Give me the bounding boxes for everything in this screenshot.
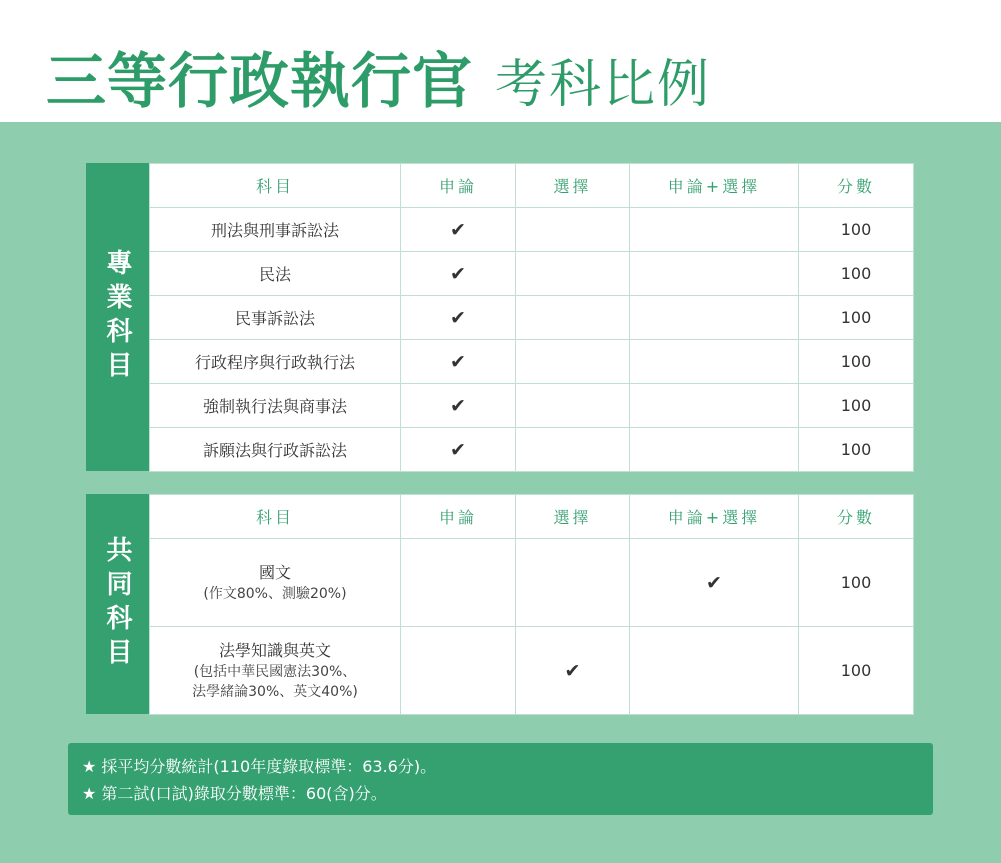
- table-row: [150, 340, 914, 384]
- table-row: [150, 627, 914, 715]
- common-table: [149, 494, 914, 715]
- subject-cell: 民法: [150, 252, 401, 296]
- both-cell: [630, 296, 799, 340]
- subject-cell: 強制執行法與商事法: [150, 384, 401, 428]
- professional-table: [149, 163, 914, 472]
- table-row: [150, 208, 914, 252]
- table-row: [150, 539, 914, 627]
- table-row: [150, 428, 914, 472]
- choice-cell: [516, 208, 630, 252]
- score-cell: 100: [799, 384, 914, 428]
- both-cell: [630, 340, 799, 384]
- score-cell: 100: [799, 296, 914, 340]
- title-sub: 考科比例: [495, 55, 712, 115]
- col-choice: 選擇: [516, 164, 630, 208]
- subject-detail: 法學緒論30%、英文40%): [192, 683, 358, 700]
- essay-check: ✔: [401, 428, 516, 472]
- table-header-row: [150, 495, 914, 539]
- header: [0, 0, 1001, 122]
- score-cell: 100: [799, 208, 914, 252]
- score-cell: 100: [799, 428, 914, 472]
- essay-check: ✔: [401, 208, 516, 252]
- col-subject: 科目: [150, 495, 401, 539]
- subject-cell: [150, 539, 401, 627]
- score-cell: 100: [799, 539, 914, 627]
- score-cell: 100: [799, 627, 914, 715]
- choice-cell: [516, 384, 630, 428]
- professional-side-label: 專業科目: [86, 163, 149, 471]
- choice-cell: [516, 539, 630, 627]
- choice-cell: [516, 296, 630, 340]
- both-cell: [630, 252, 799, 296]
- title-main: 三等行政執行官: [46, 47, 473, 117]
- essay-check: ✔: [401, 384, 516, 428]
- essay-check: ✔: [401, 252, 516, 296]
- note-line: ★ 第二試(口試)錄取分數標準：60(含)分。: [82, 784, 387, 803]
- both-cell: [630, 627, 799, 715]
- col-essay: 申論: [401, 164, 516, 208]
- both-check: ✔: [630, 539, 799, 627]
- both-cell: [630, 384, 799, 428]
- score-cell: 100: [799, 340, 914, 384]
- essay-check: ✔: [401, 340, 516, 384]
- col-both: 申論+選擇: [630, 495, 799, 539]
- col-subject: 科目: [150, 164, 401, 208]
- page-title: [46, 34, 712, 117]
- table-row: [150, 252, 914, 296]
- choice-check: ✔: [516, 627, 630, 715]
- both-cell: [630, 428, 799, 472]
- essay-cell: [401, 539, 516, 627]
- subject-name: 法學知識與英文: [218, 640, 331, 660]
- subject-detail: (作文80%、測驗20%): [203, 585, 347, 602]
- subject-cell: 刑法與刑事訴訟法: [150, 208, 401, 252]
- note-line: ★ 採平均分數統計(110年度錄取標準：63.6分)。: [82, 757, 437, 776]
- subject-cell: 民事訴訟法: [150, 296, 401, 340]
- col-both: 申論+選擇: [630, 164, 799, 208]
- col-choice: 選擇: [516, 495, 630, 539]
- choice-cell: [516, 252, 630, 296]
- common-side-label: 共同科目: [86, 494, 149, 714]
- col-score: 分數: [799, 164, 914, 208]
- table-header-row: [150, 164, 914, 208]
- professional-subjects-block: [86, 163, 914, 471]
- common-subjects-block: [86, 494, 914, 714]
- choice-cell: [516, 428, 630, 472]
- subject-cell: 行政程序與行政執行法: [150, 340, 401, 384]
- col-score: 分數: [799, 495, 914, 539]
- subject-detail: (包括中華民國憲法30%、: [193, 663, 357, 680]
- subject-cell: 訴願法與行政訴訟法: [150, 428, 401, 472]
- essay-check: ✔: [401, 296, 516, 340]
- subject-name: 國文: [258, 562, 291, 582]
- notes-box: [68, 743, 933, 815]
- score-cell: 100: [799, 252, 914, 296]
- table-row: [150, 384, 914, 428]
- subject-cell: [150, 627, 401, 715]
- col-essay: 申論: [401, 495, 516, 539]
- both-cell: [630, 208, 799, 252]
- essay-cell: [401, 627, 516, 715]
- table-row: [150, 296, 914, 340]
- choice-cell: [516, 340, 630, 384]
